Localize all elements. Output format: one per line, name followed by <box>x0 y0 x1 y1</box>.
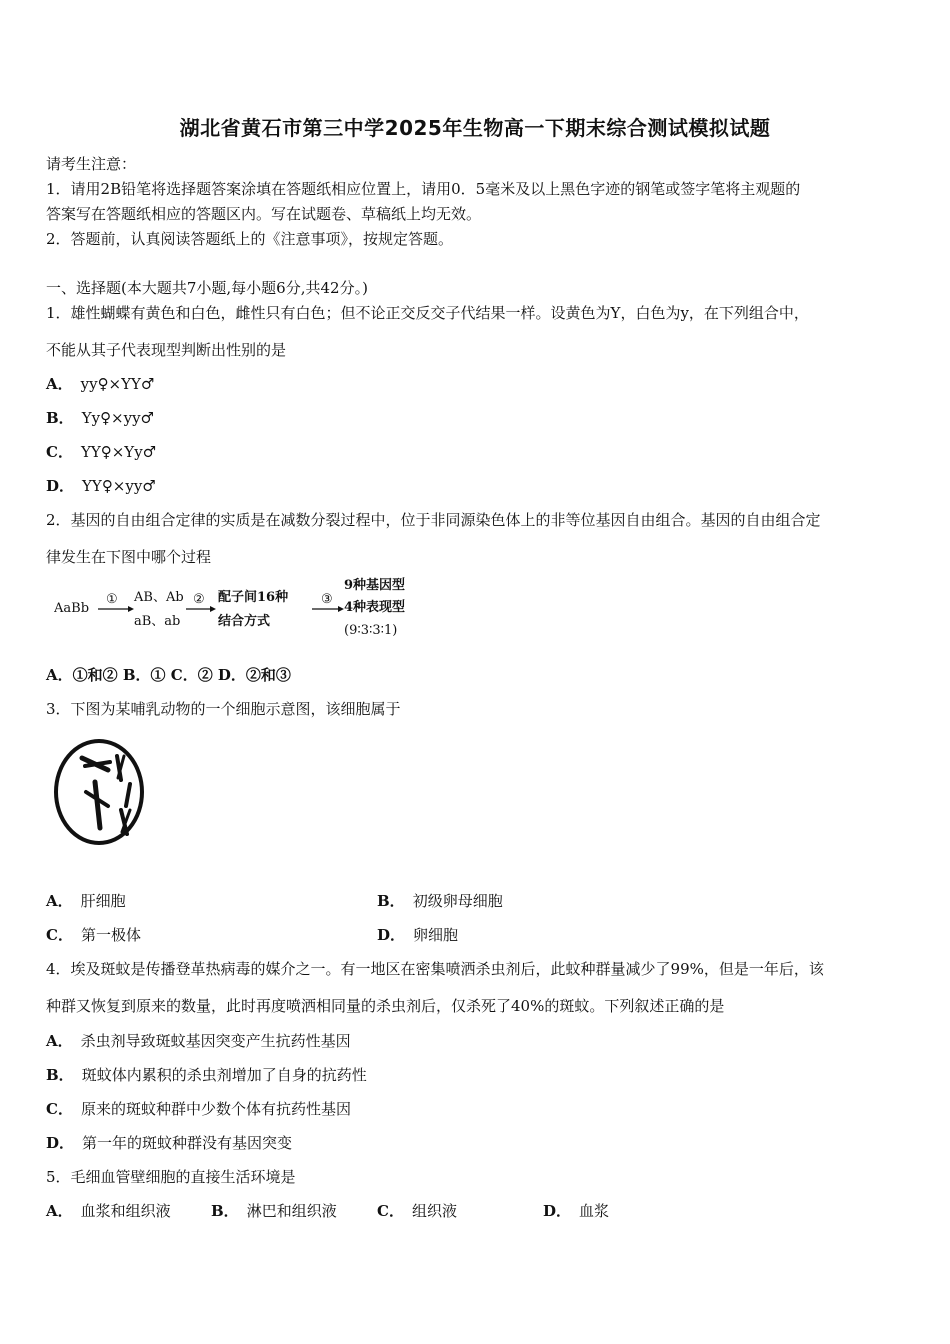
option-text: yy♀×YY♂ <box>80 375 155 393</box>
fig-gametes-top: AB、Ab <box>134 590 184 605</box>
q4-option-c <box>46 1098 351 1119</box>
q5-stem-line-1: 5．毛细血管壁细胞的直接生活环境是 <box>46 1168 296 1186</box>
option-label: A． <box>46 1032 73 1050</box>
q1-option-d <box>46 475 156 496</box>
fig-combine-top: 配子间16种 <box>218 590 289 605</box>
fig-step-3: ③ <box>321 592 333 607</box>
cell-diagram <box>50 736 150 848</box>
q5-option-b <box>211 1200 337 1221</box>
q1-option-a <box>46 373 154 394</box>
fig-result-2: 4种表现型 <box>344 600 406 615</box>
option-text: Yy♀×yy♂ <box>81 409 154 427</box>
option-text: 第一极体 <box>80 926 141 944</box>
q2-options: A．①和② B．① C．② D．②和③ <box>46 666 291 684</box>
chromosome-7 <box>126 784 130 806</box>
fig-start: AaBb <box>54 601 90 616</box>
option-text: 血浆和组织液 <box>80 1202 171 1220</box>
q2-stem-line-2: 律发生在下图中哪个过程 <box>46 548 212 566</box>
option-label: C． <box>377 1202 404 1220</box>
option-text: 斑蚊体内累积的杀虫剂增加了自身的抗药性 <box>81 1066 367 1084</box>
q5-option-c <box>377 1200 457 1221</box>
section-heading: 一、选择题(本大题共7小题,每小题6分,共42分。) <box>46 279 368 297</box>
notice-heading: 请考生注意： <box>46 155 137 173</box>
fig-result-1: 9种基因型 <box>344 578 406 593</box>
option-text: 初级卵母细胞 <box>412 892 503 910</box>
option-label: C． <box>46 443 73 461</box>
q5-option-d <box>543 1200 609 1221</box>
option-text: 血浆 <box>579 1202 610 1220</box>
q3-option-c <box>46 924 141 945</box>
q2-stem-line-1: 2．基因的自由组合定律的实质是在减数分裂过程中，位于非同源染色体上的非等位基因自由组合。基因的自由组合定 <box>46 511 821 529</box>
q3-option-d <box>377 924 458 945</box>
option-text: 原来的斑蚊种群中少数个体有抗药性基因 <box>80 1100 351 1118</box>
option-label: C． <box>46 1100 73 1118</box>
option-label: D． <box>46 1134 75 1152</box>
option-label: A． <box>46 375 73 393</box>
q4-option-a <box>46 1030 351 1051</box>
fig-step-2: ② <box>193 592 205 607</box>
fig-combine-bottom: 结合方式 <box>218 614 271 629</box>
chromosomes <box>82 756 130 834</box>
page-title: 湖北省黄石市第三中学2025年生物高一下期末综合测试模拟试题 <box>179 116 771 140</box>
notice-line-1: 1．请用2B铅笔将选择题答案涂填在答题纸相应位置上，请用0．5毫米及以上黑色字迹的钢笔或签字笔将主观题的 <box>46 180 801 198</box>
option-label: A． <box>46 1202 73 1220</box>
q4-stem-line-1: 4．埃及斑蚊是传播登革热病毒的媒介之一。有一地区在密集喷洒杀虫剂后，此蚊种群量减少了99%，但是一年后，该 <box>46 960 824 978</box>
q4-option-b <box>46 1064 367 1085</box>
option-label: A． <box>46 892 73 910</box>
q1-option-b <box>46 407 154 428</box>
fig-arrowhead-2 <box>210 606 216 612</box>
q3-option-a <box>46 890 126 911</box>
q1-stem-line-1: 1．雄性蝴蝶有黄色和白色，雌性只有白色；但不论正交反交子代结果一样。设黄色为Y，白色为y，在下列组合中， <box>46 304 809 322</box>
option-label: B． <box>46 1066 74 1084</box>
q1-stem-line-2: 不能从其子代表现型判断出性别的是 <box>46 341 287 359</box>
fig-gametes-bottom: aB、ab <box>134 614 181 629</box>
q5-option-a <box>46 1200 171 1221</box>
option-label: C． <box>46 926 73 944</box>
option-label: B． <box>46 409 74 427</box>
q3-stem-line-1: 3．下图为某哺乳动物的一个细胞示意图，该细胞属于 <box>46 700 401 718</box>
genetics-flow-diagram <box>54 574 454 644</box>
q1-option-c <box>46 441 156 462</box>
notice-line-3: 2．答题前，认真阅读答题纸上的《注意事项》，按规定答题。 <box>46 230 454 248</box>
q3-option-b <box>377 890 503 911</box>
option-label: B． <box>377 892 405 910</box>
notice-line-2: 答案写在答题纸相应的答题区内。写在试题卷、草稿纸上均无效。 <box>46 205 482 223</box>
option-text: 卵细胞 <box>413 926 459 944</box>
option-text: 淋巴和组织液 <box>246 1202 337 1220</box>
q4-option-d <box>46 1132 292 1153</box>
chromosome-3 <box>95 782 100 828</box>
q4-stem-line-2: 种群又恢复到原来的数量，此时再度喷洒相同量的杀虫剂后，仅杀死了40%的斑蚊。下列叙述正确的是 <box>46 997 725 1015</box>
option-text: YY♀×yy♂ <box>82 477 156 495</box>
option-label: D． <box>377 926 406 944</box>
option-text: 肝细胞 <box>80 892 126 910</box>
fig-ratio: (9∶3∶3∶1) <box>344 623 398 638</box>
option-label: D． <box>543 1202 572 1220</box>
option-text: YY♀×Yy♂ <box>80 443 157 461</box>
option-text: 第一年的斑蚊种群没有基因突变 <box>82 1134 293 1152</box>
option-text: 组织液 <box>411 1202 457 1220</box>
option-text: 杀虫剂导致斑蚊基因突变产生抗药性基因 <box>80 1032 351 1050</box>
fig-step-1: ① <box>106 592 118 607</box>
fig-arrowhead-1 <box>128 606 134 612</box>
option-label: B． <box>211 1202 239 1220</box>
option-label: D． <box>46 477 75 495</box>
